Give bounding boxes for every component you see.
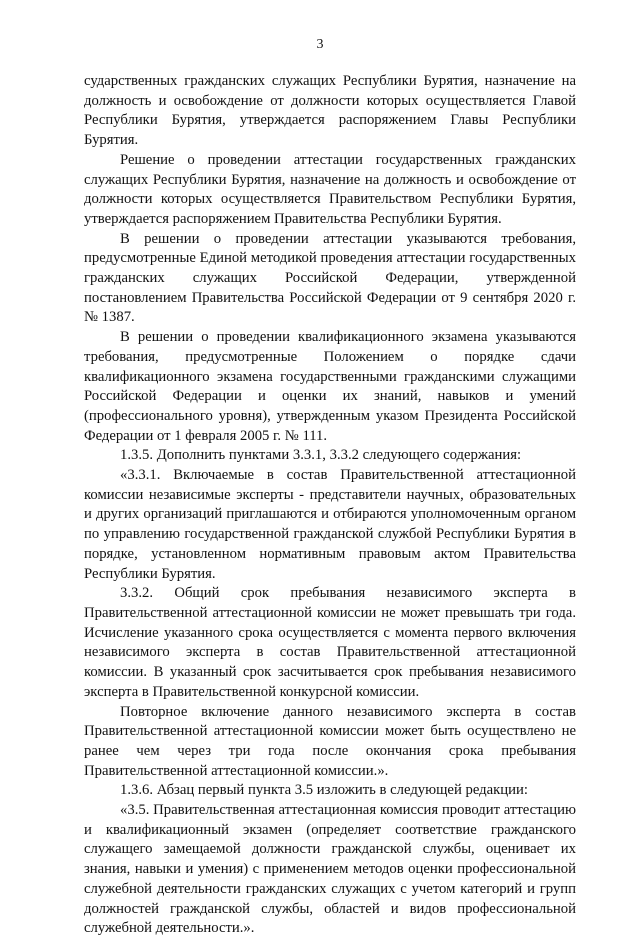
paragraph: «3.5. Правительственная аттестационная комиссия проводит аттестацию и квалификационный экзамен (определяет соответствие гражданского служащего замещаемой должности гражданской службы, оценивает их знания, навыки и умения) с применением методов оценки профессиональной служебной деятельности гражданских служащих с учетом категорий и групп должностей гражданской службы, областей и видов профессиональной служебной деятельности.». xyxy=(84,802,576,937)
paragraph: 1.3.5. Дополнить пунктами 3.3.1, 3.3.2 следующего содержания: xyxy=(120,447,522,464)
paragraph: «3.3.1. Включаемые в состав Правительственной аттестационной комиссии независимые эксперты - представители научных, образовательных и других организаций приглашаются и отбираются уполномоченным органом по управлению государственной гражданской службой Республики Бурятия в порядке, установленном нормативным правовым актом Правительства Республики Бурятия. xyxy=(84,467,576,582)
paragraph: 3.3.2. Общий срок пребывания независимого эксперта в Правительственной аттестационной комиссии не может превышать три года. Исчисление указанного срока осуществляется с момента первого включения независимого эксперта в состав Правительственной аттестационной комиссии. В указанный срок засчитывается срок пребывания независимого эксперта в Правительственной конкурсной комиссии. xyxy=(84,585,576,700)
paragraph: Решение о проведении аттестации государственных гражданских служащих Республики Бурятия, назначение на должность и освобождение от должности которых осуществляется Правительством Республики Бурятия, утверждается распоряжением Правительства Республики Бурятия. xyxy=(84,151,576,227)
page-number: 3 xyxy=(316,37,324,52)
paragraph: В решении о проведении аттестации указываются требования, предусмотренные Единой методикой проведения аттестации государственных гражданских служащих Российской Федерации, утвержденной постановлением Правительства Российской Федерации от 9 сентября 2020 г. № 1387. xyxy=(84,230,576,326)
paragraph: 1.3.6. Абзац первый пункта 3.5 изложить в следующей редакции: xyxy=(120,782,528,799)
paragraph: Повторное включение данного независимого эксперта в состав Правительственной аттестационной комиссии может быть осуществлено не ранее чем через три года после окончания срока пребывания Правительственной аттестационной комиссии.». xyxy=(84,703,576,779)
paragraph: В решении о проведении квалификационного экзамена указываются требования, предусмотренные Положением о порядке сдачи квалификационного экзамена государственными гражданскими служащими Российской Федерации и оценки их знаний, навыков и умений (профессионального уровня), утвержденным указом Президента Российской Федерации от 1 февраля 2005 г. № 111. xyxy=(84,329,576,444)
paragraph-continuation: сударственных гражданских служащих Республики Бурятия, назначение на должность и освобождение от должности которых осуществляется Главой Республики Бурятия, утверждается распоряжением Главы Республики Бурятия. xyxy=(84,73,576,149)
document-body xyxy=(84,72,576,939)
